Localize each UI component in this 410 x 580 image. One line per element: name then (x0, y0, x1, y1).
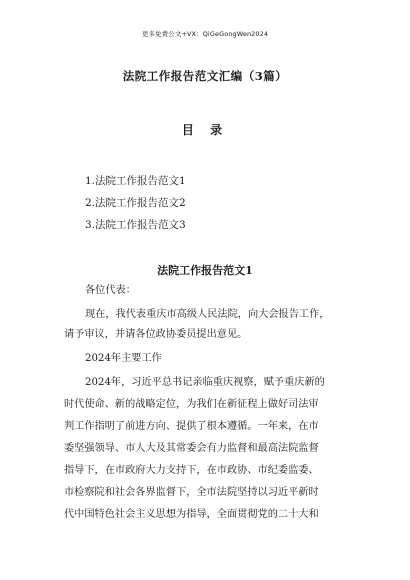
table-of-contents (85, 170, 186, 236)
header-note: 更多免费公文+VX：QiGeGongWen2024 (141, 30, 269, 38)
intro-line-1: 现在，我代表重庆市高级人民法院，向大会报告工作， (85, 309, 330, 320)
body-line: 委坚强领导、市人大及其常委会有力监督和最高法院监督 (64, 443, 319, 454)
body-line: 市检察院和社会各界监督下，全市法院坚持以习近平新时 (64, 487, 319, 498)
toc-heading: 目 录 (181, 123, 229, 137)
body-line: 代中国特色社会主义思想为指导，全面贯彻党的二十大和 (64, 509, 319, 520)
toc-item-2[interactable]: 2.法院工作报告范文2 (85, 197, 186, 209)
body-line: 2024年，习近平总书记亲临重庆视察，赋予重庆新的 (85, 377, 325, 388)
section-title: 法院工作报告范文1 (157, 264, 253, 277)
document-title: 法院工作报告范文汇编（3篇） (122, 69, 288, 83)
body-line: 时代使命、新的战略定位，为我们在新征程上做好司法审 (64, 399, 319, 410)
greeting: 各位代表： (85, 285, 136, 296)
toc-item-3[interactable]: 3.法院工作报告范文3 (85, 219, 186, 231)
body-line: 指导下，在市政府大力支持下，在市政协、市纪委监委、 (64, 465, 319, 476)
year-heading: 2024年主要工作 (85, 353, 162, 364)
intro-line-2: 请予审议，并请各位政协委员提出意见。 (64, 329, 248, 340)
toc-item-1[interactable]: 1.法院工作报告范文1 (85, 175, 186, 187)
body-line: 判工作指明了前进方向、提供了根本遵循。一年来，在市 (64, 421, 319, 432)
